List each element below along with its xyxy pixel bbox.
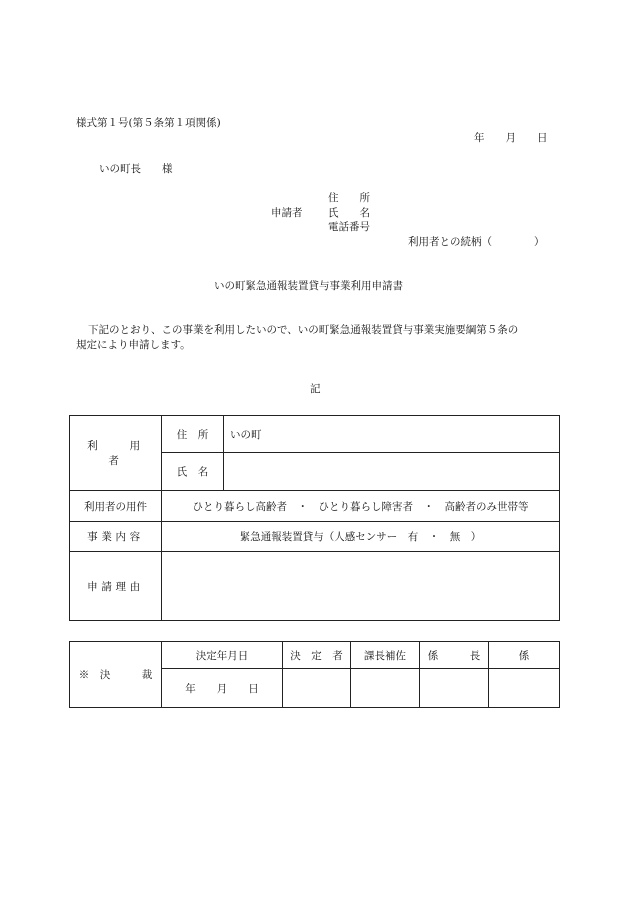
requirement-options[interactable]: ひとり暮らし高齢者 ・ ひとり暮らし障害者 ・ 高齢者のみ世帯等 [162,491,560,522]
service-options[interactable]: 緊急通報装置貸与（人感センサー 有 ・ 無 ） [162,522,560,552]
ki-label: 記 [310,383,321,395]
application-table [69,415,560,621]
approval-label: ※ 決 裁 [70,642,162,708]
reason-label: 申請理由 [70,552,162,621]
applicant-phone-label: 電話番号 [328,221,370,233]
user-name-field[interactable] [224,453,560,491]
reason-field[interactable] [162,552,560,621]
assistant-manager-header: 課長補佐 [351,642,420,669]
staff-header: 係 [489,642,560,669]
addressee: いの町長 様 [99,163,173,175]
applicant-address-label: 住 所 [328,192,370,204]
relation-label: 利用者との続柄（ ） [408,236,545,248]
service-label: 事業内容 [70,522,162,552]
decision-date-header: 決定年月日 [162,642,283,669]
user-name-label: 氏 名 [162,453,224,491]
body-text-line1: 下記のとおり、この事業を利用したいので、いの町緊急通報装置貸与事業実施要綱第５条の [88,324,519,336]
user-label: 利 用 者 [70,416,162,491]
assistant-manager-stamp[interactable] [351,669,420,708]
document-title: いの町緊急通報装置貸与事業利用申請書 [214,280,403,292]
applicant-label: 申請者 [271,207,303,219]
form-number: 様式第１号(第５条第１項関係) [76,117,221,129]
approval-table [69,641,560,708]
body-text-line2: 規定により申請します。 [76,339,191,351]
section-chief-stamp[interactable] [420,669,489,708]
staff-stamp[interactable] [489,669,560,708]
requirement-label: 利用者の用件 [70,491,162,522]
date-line: 年 月 日 [474,132,548,144]
user-address-label: 住 所 [162,416,224,453]
decision-date-field[interactable]: 年 月 日 [162,669,283,708]
decider-header: 決 定 者 [283,642,351,669]
section-chief-header: 係 長 [420,642,489,669]
user-address-field[interactable]: いの町 [224,416,560,453]
applicant-name-label: 氏 名 [328,207,370,219]
decider-stamp[interactable] [283,669,351,708]
